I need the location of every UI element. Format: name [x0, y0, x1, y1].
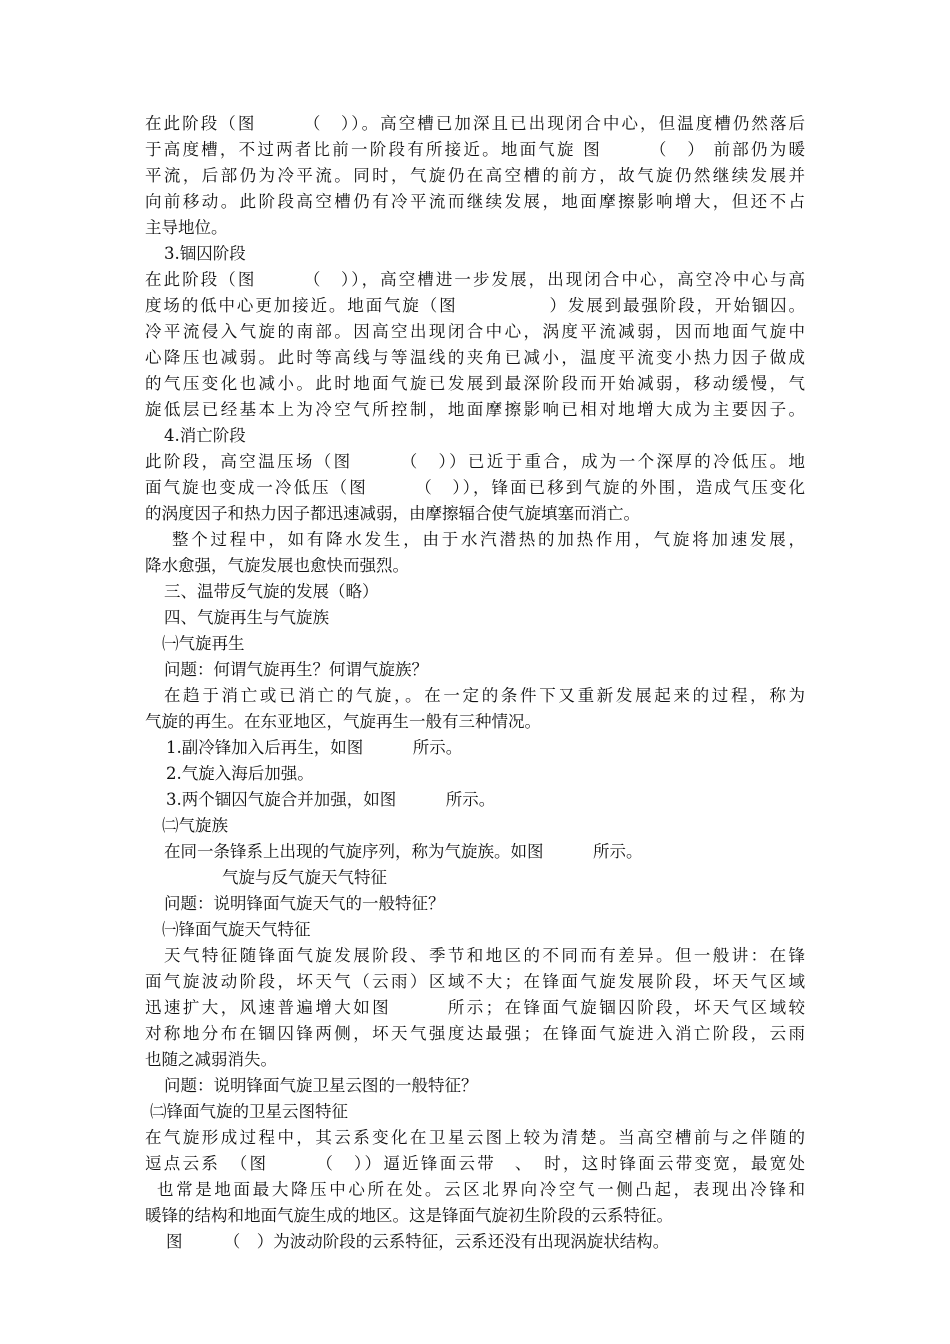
text-line: 在趋于消亡或已消亡的气旋，。在一定的条件下又重新发展起来的过程，称为 [164, 686, 805, 705]
list-item: 1.副冷锋加入后再生，如图 所示。 [166, 738, 463, 757]
text-line: 暖锋的结构和地面气旋生成的地区。这是锋面气旋初生阶段的云系特征。 [145, 1206, 673, 1225]
text-line: 气旋的再生。在东亚地区，气旋再生一般有三种情况。 [145, 712, 541, 731]
text-line: 迅速扩大，风速普遍增大如图 所示；在锋面气旋锢囚阶段，坏天气区域较 [145, 998, 805, 1017]
text-line: 图 （ ）为波动阶段的云系特征，云系还没有出现涡旋状结构。 [166, 1232, 670, 1251]
text-line: 在同一条锋系上出现的气旋序列，称为气旋族。如图 所示。 [164, 842, 643, 861]
text-line: 天气特征随锋面气旋发展阶段、季节和地区的不同而有差异。但一般讲：在锋 [164, 946, 805, 965]
list-item: 2.气旋入海后加强。 [166, 764, 314, 783]
question-line: 问题：说明锋面气旋卫星云图的一般特征？ [164, 1076, 478, 1095]
text-line: 也随之减弱消失。 [145, 1050, 277, 1069]
section-heading: 4.消亡阶段 [164, 426, 246, 445]
text-line: 向前移动。此阶段高空槽仍有冷平流而继续发展，地面摩擦影响增大，但还不占 [145, 192, 805, 211]
section-heading: 四、气旋再生与气旋族 [164, 608, 329, 627]
text-line: 在此阶段（图 （ ））。高空槽已加深且已出现闭合中心，但温度槽仍然落后 [145, 114, 805, 133]
subsection-heading: ㈡锋面气旋的卫星云图特征 [150, 1102, 348, 1121]
text-line: 的涡度因子和热力因子都迅速减弱，由摩擦辐合使气旋填塞而消亡。 [145, 504, 640, 523]
subsection-heading: ㈡气旋族 [162, 816, 228, 835]
text-line: 在此阶段（图 （ ）），高空槽进一步发展，出现闭合中心，高空冷中心与高 [145, 270, 805, 289]
text-line: 在气旋形成过程中，其云系变化在卫星云图上较为清楚。当高空槽前与之伴随的 [145, 1128, 805, 1147]
question-line: 问题：何谓气旋再生？何谓气旋族？ [164, 660, 428, 679]
question-line: 问题：说明锋面气旋天气的一般特征？ [164, 894, 445, 913]
text-line: 降水愈强，气旋发展也愈快而强烈。 [145, 556, 409, 575]
text-line: 此阶段，高空温压场（图 （ ））已近于重合，成为一个深厚的冷低压。地 [145, 452, 805, 471]
text-line: 度场的低中心更加接近。地面气旋（图 ）发展到最强阶段，开始锢囚。 [145, 296, 805, 315]
text-line: 面气旋波动阶段，坏天气（云雨）区域不大；在锋面气旋发展阶段，坏天气区域 [145, 972, 805, 991]
text-line: 主导地位。 [145, 218, 228, 237]
text-line: 整个过程中，如有降水发生，由于水汽潜热的加热作用，气旋将加速发展， [172, 530, 805, 549]
text-line: 旋低层已经基本上为冷空气所控制，地面摩擦影响已相对地增大成为主要因子。 [145, 400, 805, 419]
text-line: 心降压也减弱。此时等高线与等温线的夹角已减小，温度平流变小热力因子做成 [145, 348, 805, 367]
text-line: 的气压变化也减小。此时地面气旋已发展到最深阶段而开始减弱，移动缓慢，气 [145, 374, 805, 393]
text-line: 面气旋也变成一冷低压（图 （ ）），锋面已移到气旋的外围，造成气压变化 [145, 478, 805, 497]
text-line: 于高度槽，不过两者比前一阶段有所接近。地面气旋 图 （ ） 前部仍为暖 [145, 140, 805, 159]
section-heading: 气旋与反气旋天气特征 [222, 868, 387, 887]
text-line: 平流，后部仍为冷平流。同时，气旋仍在高空槽的前方，故气旋仍然继续发展并 [145, 166, 805, 185]
list-item: 3.两个锢囚气旋合并加强，如图 所示。 [166, 790, 496, 809]
subsection-heading: ㈠气旋再生 [162, 634, 245, 653]
subsection-heading: ㈠锋面气旋天气特征 [162, 920, 311, 939]
text-line: 冷平流侵入气旋的南部。因高空出现闭合中心，涡度平流减弱，因而地面气旋中 [145, 322, 805, 341]
section-heading: 3.锢囚阶段 [164, 244, 246, 263]
section-heading: 三、温带反气旋的发展（略） [164, 582, 379, 601]
text-line: 也常是地面最大降压中心所在处。云区北界向冷空气一侧凸起，表现出冷锋和 [157, 1180, 805, 1199]
text-line: 对称地分布在锢囚锋两侧，坏天气强度达最强；在锋面气旋进入消亡阶段，云雨 [145, 1024, 805, 1043]
text-line: 逗点云系 （图 （ ））逼近锋面云带 、 时，这时锋面云带变宽，最宽处 [145, 1154, 805, 1173]
